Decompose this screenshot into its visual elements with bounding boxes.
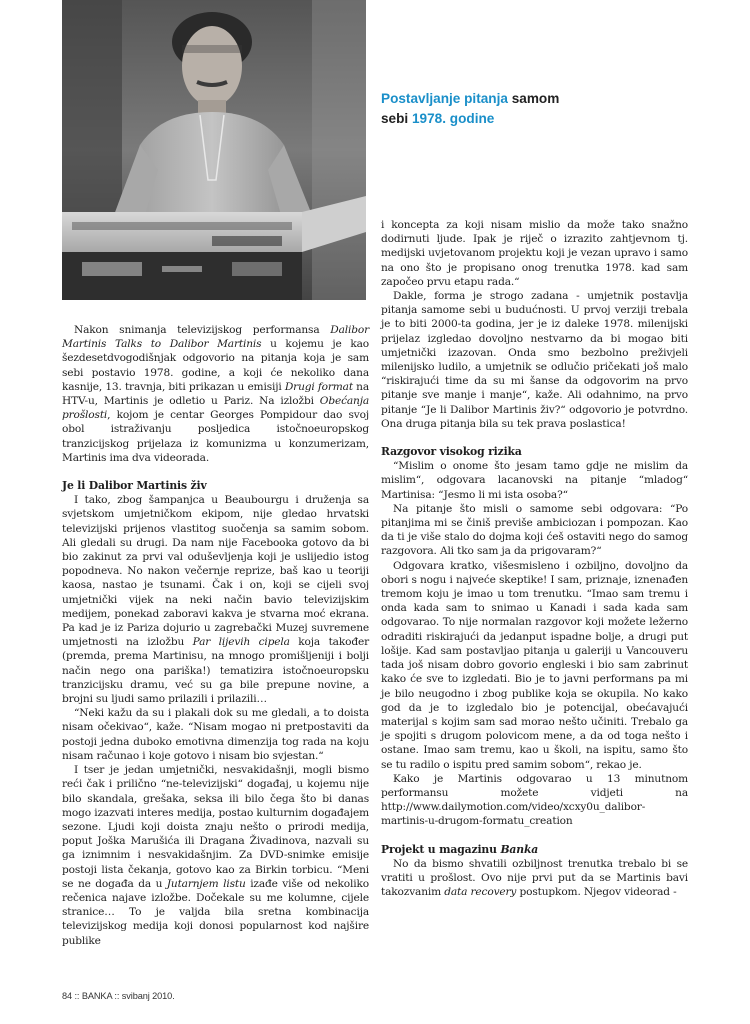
body-paragraph: Kako je Martinis odgovarao u 13 minutnom performansu možete vidjeti na http://www.dailymotion.com/video/xcxy0u_dalibor-martinis-u-drugom-formatu_creation xyxy=(381,772,688,828)
photo-caption xyxy=(381,89,611,129)
man-at-console-illustration xyxy=(62,0,366,300)
body-paragraph: i koncepta za koji nisam mislio da može tako snažno dodirnuti ljude. Ipak je riječ o izrazito zahtjevnom tj. medijski uvjetovanom projektu koji je vezan upravo i samo na ono što je propisano onog trenutka 1978. kad sam započeo prvu etapu rada.“ xyxy=(381,219,688,288)
caption-highlight: 1978. godine xyxy=(411,111,495,126)
caption-text: samom xyxy=(507,91,560,106)
body-paragraph: “Mislim o onome što jesam tamo gdje ne mislim da mislim“, odgovara lacanovski na pitanje “mladog“ Martinisa: “Jesmo li mi ista osoba?“ xyxy=(381,460,688,501)
left-column xyxy=(62,323,369,948)
body-paragraph: Na pitanje što misli o samome sebi odgovara: “Po pitanjima mi se činiš previše ambiciozan i pompozan. Kao da ti je više stalo do dojma koji ćeš ostaviti nego do samog razgovora. Ali tko sam ja da prigovaram?“ xyxy=(381,502,688,558)
page-number: 84 xyxy=(62,991,73,1001)
caption-text: sebi xyxy=(381,111,412,126)
body-paragraph: “Neki kažu da su i plakali dok su me gledali, a to doista nisam očekivao“, kaže. “Nisam mogao ni pretpostaviti da postoji jedna duboko emotivna dimenzija tog rada na koju nisam računao i koje gotovo i nisam bio svjestan.“ xyxy=(62,707,369,762)
right-column xyxy=(381,218,688,899)
portrait-photo xyxy=(62,0,366,300)
body-paragraph: Odgovara kratko, višesmisleno i ozbiljno, dovoljno da obori s nogu i najveće skeptike! I sam, priznaje, iznenađen tremom koju je imao u tom trenutku. “Imao sam tremu i onda kada sam to snimao u Kanadi i sada kada sam odgovarao. To nije normalan razgovor koji možete ležerno odraditi riskirajući da jedanput ispadne bolje, a drugi put lošije. Kad sam postavljao pitanja u galeriji u Vancouveru tada još nisam dobro govorio engleski i bio sam zabrinut kako će sve to izgledati. Bio je to javni performans pa mi je bilo neugodno i zbog publike koja se okupila. No kako god da je to izgledalo bio je potencijal, obećavajući materijal s kojim sam sad morao nešto učiniti. Trebalo ga je spojiti s drugom polovicom mene, a da od toga nešto i ostane. Imao sam tremu, kao u školi, na ispitu, samo što se tu radilo o ispitu pred samim sobom“, rekao je. xyxy=(381,559,688,771)
issue-month: svibanj xyxy=(121,991,150,1001)
page-footer: 84 :: BANKA :: svibanj 2010. xyxy=(62,991,175,1001)
section-heading: Projekt u magazinu Banka xyxy=(381,842,539,856)
body-paragraph: I tser je jedan umjetnički, nesvakidašnji, mogli bismo reći čak i prilično “ne-televizijski“ događaj, u kojemu nije bilo skandala, grešaka, seksa ili bilo čega što bi danas mogo izazvati interes medija, postao kulturnim događajem sezone. Ljudi koji doista znaju nešto o prirodi medija, poput Joška Marušića ili Dragana Živadinova, nazvali su ga iznimnim i nesvakidašnjim. Za DVD-snimke emisije postoji lista čekanja, gotovo kao za Birkin torbicu. “Meni se ne događa da u Jutarnjem listu izađe više od nekoliko rečenica najave izložbe. Dočekale su me kolumne, cijele stranice… To je valjda bila sretna kombinacija televizijskog medija koji donosi popularnost kod najšire publike xyxy=(62,764,369,947)
section-heading: Razgovor visokog rizika xyxy=(381,445,522,459)
magazine-name: BANKA xyxy=(81,991,112,1001)
caption-highlight: Postavljanje pitanja xyxy=(381,91,508,106)
body-paragraph: Dakle, forma je strogo zadana - umjetnik postavlja pitanja samome sebi u budućnosti. U prvoj verziji trebala je to biti 2000-ta godina, jer je iz daleke 1978. milenijski prijelaz izgledao dovoljno nestvarno da bi mogao biti umjetnički izazovan. Onda smo bezbolno preživjeli milenijsko ludilo, a umjetnik se odlučio pričekati još malo “riskirajući time da su mi šanse da odgovorim na prvo pitanje sve manje i manje“, kaže. Ali odahnimo, na prvo pitanje “Je li Dalibor Martinis živ?“ odgovorio je potvrdno. Ona druga pitanja bila su tek prava poslastica! xyxy=(381,290,688,430)
issue-year: 2010. xyxy=(152,991,175,1001)
section-heading: Je li Dalibor Martinis živ xyxy=(62,479,207,493)
intro-paragraph: Nakon snimanja televizijskog performansa Dalibor Martinis Talks to Dalibor Martinis u kojemu je kao šezdesetdvogodišnjak odgovorio na pitanja koja je sam sebi postavio 1978. godine, a koji će nekoliko dana kasnije, 13. travnja, biti prikazan u emisiji Drugi format na HTV-u, Martinis je odletio u Pariz. Na izložbi Obećanja prošlosti, kojom je centar Georges Pompidour dao svoj obol istraživanju posljedica istočnoeuropskog tranzicijskog prijelaza iz komunizma u konzumerizam, Martinis ima dva videorada. xyxy=(62,324,370,464)
body-paragraph: No da bismo shvatili ozbiljnost trenutka trebalo bi se vratiti u prošlost. Ovo nije prvi put da se Martinis bavi takozvanim data recovery postupkom. Njegov videorad - xyxy=(381,857,688,899)
body-paragraph: I tako, zbog šampanjca u Beaubourgu i druženja sa svjetskom umjetničkom ekipom, nije gledao hrvatski televizijski prijenos vlastitog suočenja sa samim sobom. Ali gledali su drugi. Da nam nije Facebooka gotovo da bi bio zakinut za prvi val oduševljenja koji je uslijedio istog popodneva. No nakon večernje reprize, baš kao u teoriji kaosa, nastao je tsunami. Čak i on, koji se cijeli svoj umjetnički vijek na neki način bavio televizijskim medijem, ponekad zaboravi kakva je stvarna moć ekrana. Pa kad je iz Pariza dojurio u zagrebački Muzej suvremene umjetnosti na izložbu Par lijevih cipela koja također (premda, prema Martinisu, na mnogo promišljeniji i bolji način nego ona pariška!) tematizira istočnoeuropsku tranzicijsku dramu, već su ga bile prepune novine, a brojni su ljudi samo prilazili i prilazili… xyxy=(62,494,370,706)
